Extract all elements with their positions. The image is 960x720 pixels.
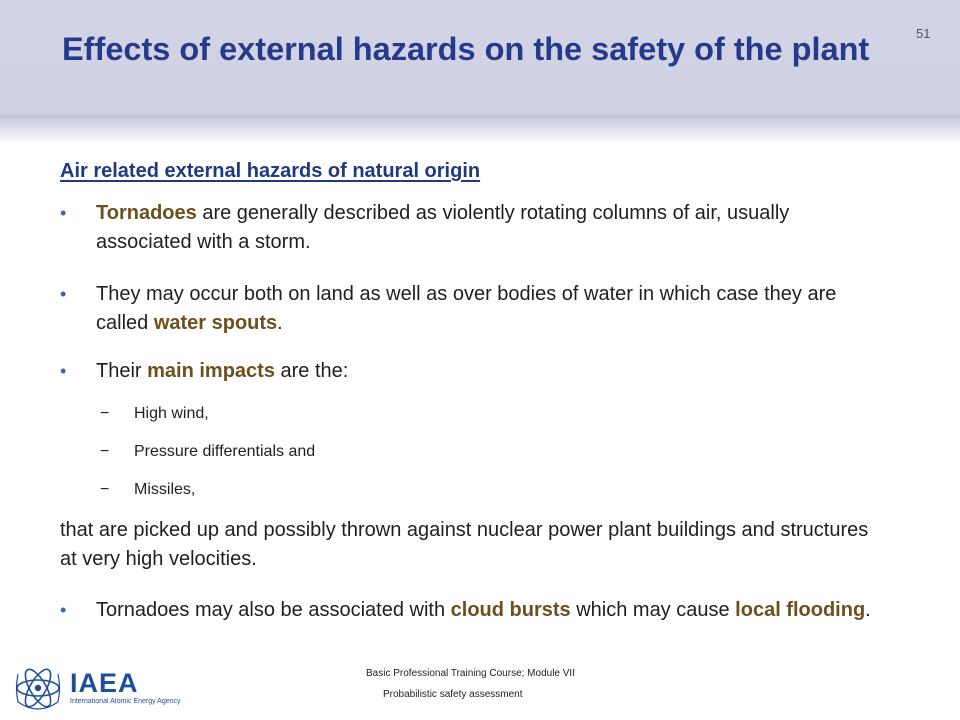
highlight-term: cloud bursts <box>450 599 571 621</box>
bullet-text: Their <box>96 360 148 382</box>
sub-item-text: Missiles, <box>134 481 196 498</box>
bullet-dot: • <box>60 284 67 304</box>
bullet-dot: • <box>60 203 67 223</box>
section-heading: Air related external hazards of natural origin <box>60 160 481 182</box>
bullet-dot: • <box>60 600 67 620</box>
bullet-text: are generally described as violently rotating columns of air, usually associated with a storm. <box>96 202 790 253</box>
iaea-logo-subtitle: International Atomic Energy Agency <box>70 698 181 705</box>
bullet-text-middle: which may cause <box>570 599 736 621</box>
bullet-tornadoes <box>60 199 886 257</box>
footer-topic: Probabilistic safety assessment <box>383 689 523 700</box>
highlight-term-2: local flooding <box>735 599 866 621</box>
bullet-text-end: . <box>277 312 283 334</box>
bullet-text: Tornadoes may also be associated with <box>96 599 451 621</box>
footer-course: Basic Professional Training Course; Module VII <box>366 668 575 679</box>
sub-item-text: High wind, <box>134 405 209 422</box>
sub-item-text: Pressure differentials and <box>134 443 316 460</box>
bullet-water-spouts <box>60 280 886 338</box>
bullet-text-end: . <box>865 599 871 621</box>
dash-marker: − <box>100 405 110 422</box>
dash-marker: − <box>100 443 110 460</box>
continuation-paragraph: that are picked up and possibly thrown against nuclear power plant buildings and structures at very high velocities. <box>60 519 869 570</box>
bullet-text-end: are the: <box>274 360 349 382</box>
iaea-atom-logo-icon <box>12 664 64 712</box>
bullet-dot: • <box>60 361 67 381</box>
iaea-logo-text: IAEA <box>70 668 139 698</box>
bullet-text: They may occur both on land as well as over bodies of water in which case they are called <box>96 283 837 334</box>
bullet-main-impacts <box>60 357 886 386</box>
slide-title: Effects of external hazards on the safety of the plant <box>62 31 870 67</box>
highlight-term: water spouts <box>153 312 278 334</box>
title-band-shadow <box>0 118 960 144</box>
bullet-cloud-bursts <box>60 596 886 625</box>
slide-number: 51 <box>916 26 931 41</box>
dash-marker: − <box>100 481 110 498</box>
highlight-term: Tornadoes <box>96 202 197 224</box>
highlight-term: main impacts <box>147 360 275 382</box>
